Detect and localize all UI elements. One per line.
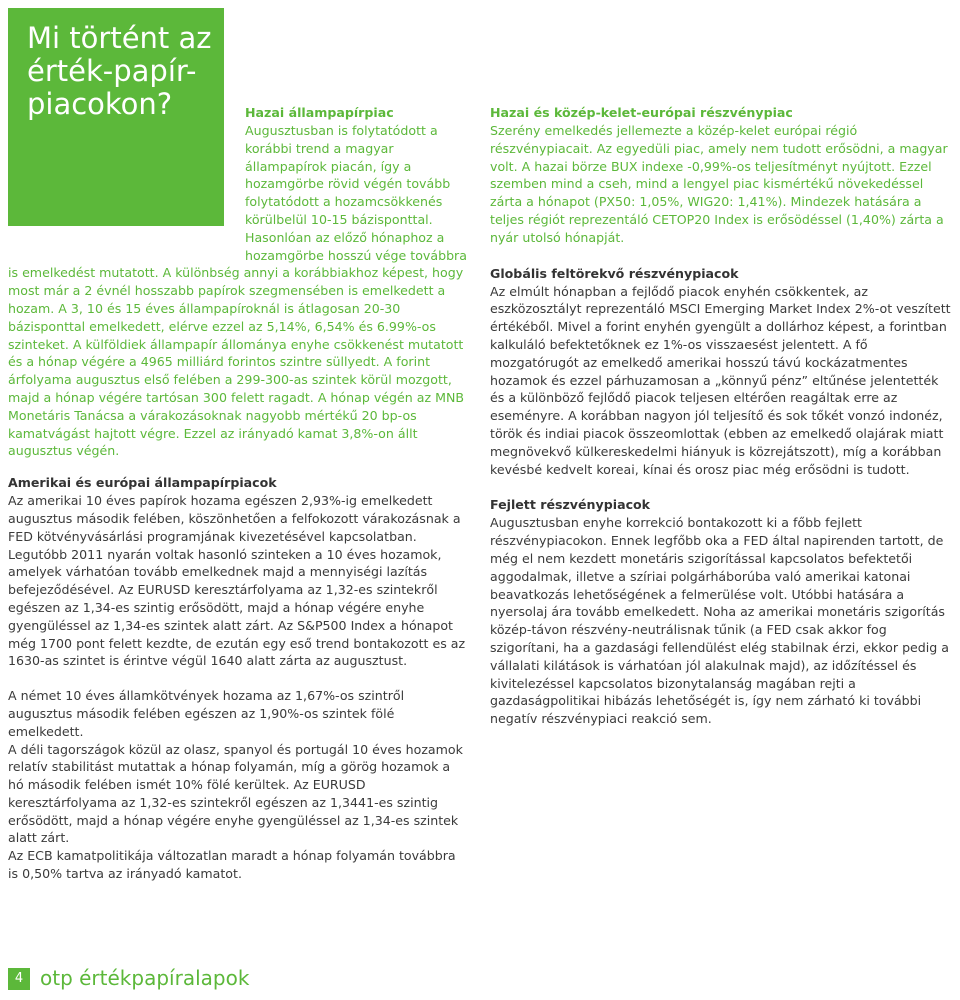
paragraph-us-bonds: Az amerikai 10 éves papírok hozama egészen 2,93%-ig emelkedett augusztus második felében, köszönhetően a felfokozott várakozásnak a FED kötvényvásárlási programjának kivezetésével kapcsolatban. Legutóbb 2011 nyarán voltak hasonló szinteken a 10 éves hozamok, amelyek várhatóan tovább emelkednek majd a mennyiségi lazítás befejeződésével. Az EURUSD keresztárfolyama az 1,32-es szintekről egészen az 1,34-es szintig erősödött, majd a hónap végére enyhe gyengüléssel az 1,34-es szintek alatt zárt. Az S&P500 Index a hónapot még 1700 pont felett kezdte, de ezután egy eső trend bontakozott es az 1630-as szintet is érintve végül 1640 alatt zárta az augusztust. [8, 493, 466, 669]
heading-developed-equities: Fejlett részvénypiacok [490, 497, 651, 513]
paragraph-ecb-policy: Az ECB kamatpolitikája változatlan maradt a hónap folyamán továbbra is 0,50% tartva az irányadó kamatot. [8, 848, 456, 882]
paragraph-hungarian-bonds: Augusztusban is folytatódott a korábbi trend a magyar állampapírok piacán, így a hozamgörbe rövid végén tovább folytatódott a hozamcsökkenés körülbelül 10-15 bázisponttal. Hasonlóan az előző hónaphoz a hozamgörbe hosszú vége továbbra is emelkedést mutatott. A különbség annyi a korábbiakhoz képest, hogy most már a 2 évnél hosszabb papírok szegmensében is emelkedett a hozam. A 3, 10 és 15 éves állampapíroknál is átlagosan 20-30 bázisponttal emelkedett, elérve ezzel az 5,14%, 6,54% és 6.99%-os szinteket. A külföldiek állampapír állománya enyhe csökkenést mutatott és a hónap végére a 4965 milliárd forintos szintre süllyedt. A forint árfolyama augusztus első felében a 299-300-as szintek körül mozgott, majd a hónap végére tartósan 300 felett ragadt. A hónap végén az MNB Monetáris Tanácsa a várakozásoknak nagyobb mértékű 20 bp-os kamatvágást hajtott végre. Ezzel az irányadó kamat 3,8%-on állt augusztus végén. [8, 123, 467, 459]
title-box-wrap-area [8, 104, 245, 248]
paragraph-southern-eu-bonds: A déli tagországok közül az olasz, spanyol és portugál 10 éves hozamok relatív stabilitást mutattak a hónap folyamán, míg a görög hozamok a hó második felében ismét 10% fölé kerültek. Az EURUSD keresztárfolyama az 1,32-es szintekről egészen az 1,3441-es szintig erősödött, majd a hónap végére enyhe gyengüléssel az 1,34-es szintek alatt zárt. [8, 741, 463, 846]
heading-us-eu-bonds: Amerikai és európai állampapírpiacok [8, 475, 277, 491]
page-number: 4 [8, 968, 30, 990]
left-column [8, 104, 468, 883]
section-title: Mi történt az érték-papír-piacokon? [27, 21, 212, 121]
heading-hungarian-government-bonds: Hazai állampapírpiac [245, 105, 394, 120]
heading-emerging-equities: Globális feltörekvő részvénypiacok [490, 265, 739, 281]
paragraph-german-bunds: A német 10 éves államkötvények hozama az 1,67%-os szintről augusztus második felében egészen az 1,90%-os szintek fölé emelkedett. [8, 688, 405, 739]
paragraph-cee-equities: Szerény emelkedés jellemezte a közép-kelet európai régió részvénypiacait. Az egyedüli piac, amely nem tudott erősödni, a magyar volt. A hazai börze BUX indexe -0,99%-os teljesítményt nyújtott. Ezzel szemben mind a cseh, mind a lengyel piac kismértékű növekedéssel zárta a hónapot (PX50: 1,05%, WIG20: 1,41%). Mindezek hatására a teljes régiót reprezentáló CETOP20 Index is erősödéssel (1,40%) zárta a nyár utolsó hónapját. [490, 123, 948, 245]
paragraph-emerging-equities: Az elmúlt hónapban a fejlődő piacok enyhén csökkentek, az eszközosztályt reprezentáló MSCI Emerging Market Index 2%-ot veszített értékéből. Mivel a forint enyhén gyengült a dollárhoz képest, a forintban kalkuláló befektetőknek ez 1%-os visszaesést jelentett. A fő mozgatórugót az emelkedő amerikai hosszú távú kockázatmentes hozamok és ezzel párhuzamosan a „könnyű pénz” eltűnése jelentették és a különböző fejlődő piacok teljesen eltérően reagáltak erre az eseményre. A korábban nagyon jól teljesítő és sok tőkét vonzó indonéz, török és indiai piacok összeomlottak (ebben az emelkedő olajárak miatt megnövekvő külkereskedelmi hiányuk is közrejátszott), míg a korábban kevésbé kedvelt koreai, kínai és orosz piac még erősödni is tudott. [490, 283, 951, 477]
heading-cee-equities: Hazai és közép-kelet-európai részvénypiac [490, 105, 793, 120]
paragraph-developed-equities: Augusztusban enyhe korrekció bontakozott ki a főbb fejlett részvénypiacokon. Ennek legfőbb oka a FED által napirenden tartott, de még el nem kezdett monetáris szigorítással kapcsolatos befektetői aggodalmak, illetve a szíriai polgárháborúba való amerikai katonai beavatkozás lehetőségének a felmerülése volt. Utóbbi hatására a nyersolaj ára tovább emelkedett. Noha az amerikai monetáris szigorítás közép-távon részvény-neutrálisnak tűnik (a FED csak akkor fog szigorítani, ha a gazdasági fellendülést elég stabilnak érzi, ekkor pedig a vállalati kilátások is várhatóan jól alakulnak majd), az időzítéssel és kivitelezéssel kapcsolatos bizonytalanság magában rejti a gazdaságpolitikai hibázás lehetőségét is, így nem zárható ki további negatív részvénypiaci reakció sem. [490, 515, 950, 727]
right-column [490, 104, 952, 728]
publication-title: otp értékpapíralapok [40, 966, 250, 990]
